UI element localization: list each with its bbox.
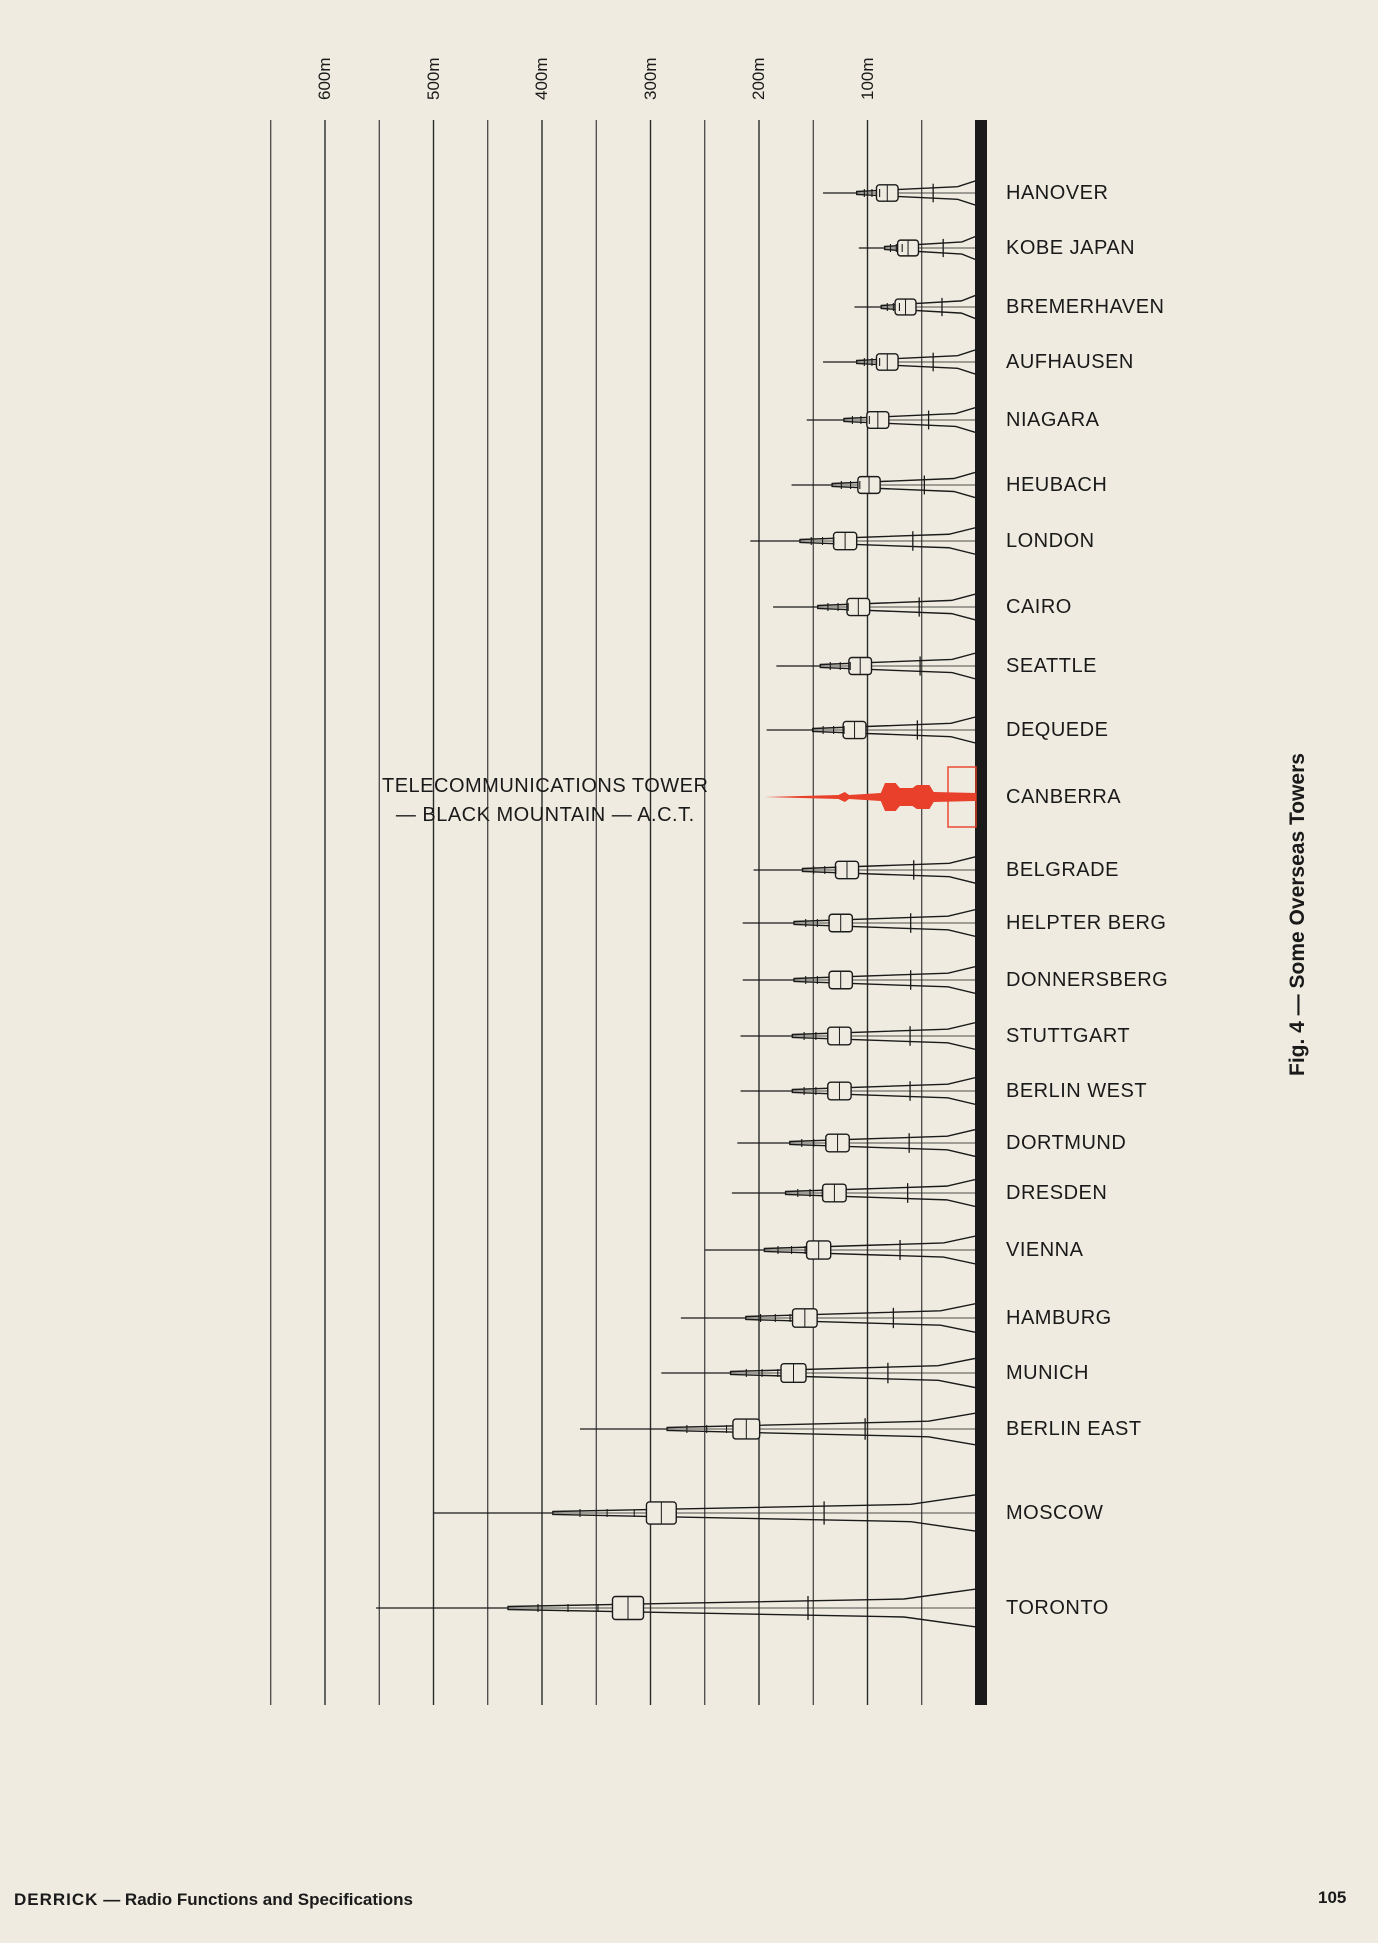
city-label-toronto: TORONTO <box>1006 1597 1109 1619</box>
tower-hanover <box>823 181 976 206</box>
tower-seattle <box>776 653 976 679</box>
footer-running-title <box>14 1890 413 1910</box>
tower-london <box>750 528 976 555</box>
scale-label-500: 500m <box>423 57 443 100</box>
scale-label-200: 200m <box>749 57 768 100</box>
city-label-stuttgart: STUTTGART <box>1006 1025 1131 1047</box>
tower-vienna <box>705 1236 976 1264</box>
city-label-berlin-west: BERLIN WEST <box>1006 1080 1148 1102</box>
city-label-berlin-east: BERLIN EAST <box>1006 1418 1142 1440</box>
city-label-moscow: MOSCOW <box>1006 1502 1104 1524</box>
figure-number: Fig. 4 <box>1286 1021 1309 1076</box>
tower-stuttgart <box>741 1022 976 1049</box>
tower-aufhausen <box>823 350 976 375</box>
city-label-aufhausen: AUFHAUSEN <box>1006 351 1134 373</box>
footer-subtitle: — Radio Functions and Specifications <box>103 1890 413 1909</box>
tower-munich <box>661 1358 976 1387</box>
city-label-dortmund: DORTMUND <box>1006 1132 1127 1154</box>
annotation-line-1: TELECOMMUNICATIONS TOWER <box>382 775 709 797</box>
scale-label-600: 600m <box>315 57 334 100</box>
scale-label-100: 100m <box>857 57 877 100</box>
caption-dash: — <box>1286 994 1309 1016</box>
city-label-london: LONDON <box>1006 530 1095 552</box>
tower-dresden <box>732 1179 976 1206</box>
city-label-heubach: HEUBACH <box>1006 474 1108 496</box>
tower-kobe-japan <box>859 236 976 260</box>
tower-belgrade <box>754 857 976 884</box>
figure-caption <box>1286 753 1310 1076</box>
tower-toronto <box>376 1589 976 1627</box>
tower-niagara <box>807 407 976 432</box>
tower-heubach <box>792 472 976 498</box>
city-label-hamburg: HAMBURG <box>1006 1307 1112 1329</box>
scale-label-400: 400m <box>532 57 551 100</box>
height-gridlines <box>271 120 922 1705</box>
tower-dortmund <box>737 1129 976 1156</box>
city-label-helpter-berg: HELPTER BERG <box>1006 912 1167 934</box>
city-label-bremerhaven: BREMERHAVEN <box>1006 296 1165 318</box>
tower-cairo <box>773 594 976 620</box>
tower-berlin-east <box>580 1413 976 1445</box>
city-label-vienna: VIENNA <box>1006 1239 1084 1261</box>
annotation-line-2: — BLACK MOUNTAIN — A.C.T. <box>395 804 695 826</box>
tower-helpter-berg <box>743 910 976 937</box>
city-label-kobe-japan: KOBE JAPAN <box>1006 237 1136 259</box>
canberra-annotation <box>382 772 708 830</box>
city-label-hanover: HANOVER <box>1006 182 1109 204</box>
city-label-dequede: DEQUEDE <box>1006 719 1109 741</box>
city-label-cairo: CAIRO <box>1006 596 1072 618</box>
tower-berlin-west <box>741 1077 976 1104</box>
city-label-munich: MUNICH <box>1006 1362 1089 1384</box>
city-label-donnersberg: DONNERSBERG <box>1006 969 1169 991</box>
tower-hamburg <box>681 1304 976 1333</box>
tower-donnersberg <box>743 967 976 994</box>
tower-dequede <box>767 717 976 743</box>
city-label-belgrade: BELGRADE <box>1006 859 1119 881</box>
canberra-silhouette <box>764 783 976 811</box>
footer-brand: DERRICK <box>14 1890 99 1909</box>
figure-title: Some Overseas Towers <box>1286 753 1309 989</box>
tower-canberra <box>764 767 976 827</box>
city-label-canberra: CANBERRA <box>1006 786 1122 808</box>
city-label-niagara: NIAGARA <box>1006 409 1100 431</box>
city-label-seattle: SEATTLE <box>1006 655 1097 677</box>
city-label-dresden: DRESDEN <box>1006 1182 1108 1204</box>
scale-label-300: 300m <box>640 57 660 100</box>
tower-silhouettes <box>376 181 976 1627</box>
ground-line <box>975 120 987 1705</box>
page-number: 105 <box>1318 1888 1347 1907</box>
tower-bremerhaven <box>854 295 976 319</box>
